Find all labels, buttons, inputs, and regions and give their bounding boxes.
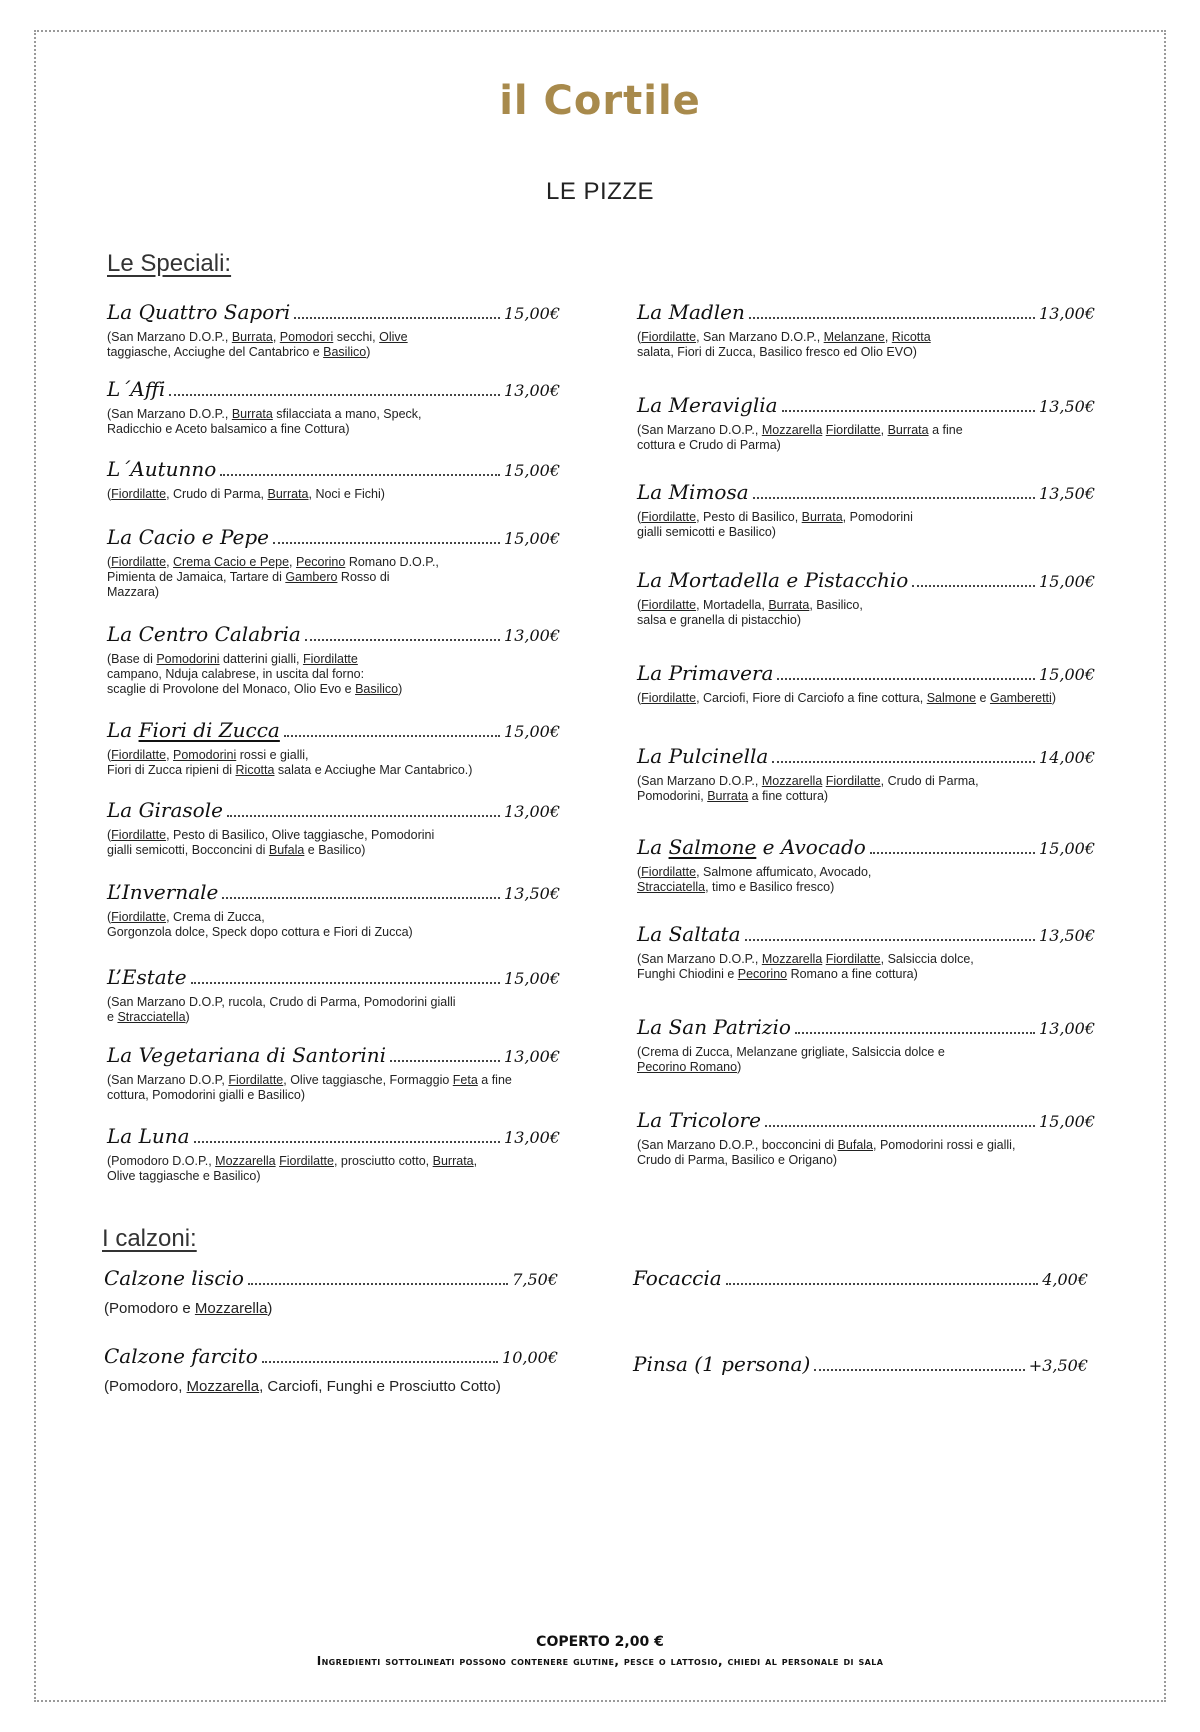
dot-leader [749,317,1035,319]
allergen-ingredient: Burrata [432,1154,474,1168]
dot-leader [753,497,1035,499]
allergen-ingredient: Basilico [323,345,367,359]
allergen-ingredient: Burrata [801,510,843,524]
allergen-ingredient: Crema Cacio e Pepe [173,555,290,569]
pizza-item [107,622,560,697]
item-price: 15,00€ [1039,1112,1095,1131]
item-name: La Saltata [637,922,741,946]
calzone-item [104,1266,558,1318]
allergen-ingredient: Mozzarella [761,774,823,788]
allergen-ingredient: Fiordilatte [825,774,881,788]
allergen-ingredient: Basilico [355,682,399,696]
allergen-ingredient: Olive [379,330,408,344]
calzone-item [104,1344,558,1396]
allergen-ingredient: Pomodorini [173,748,237,762]
item-price: 13,50€ [504,884,560,903]
item-price: 13,00€ [504,626,560,645]
pizza-item [637,744,1095,804]
pizza-item [637,480,1095,540]
pizza-item [637,568,1095,628]
allergen-ingredient: Mozzarella [761,423,823,437]
allergen-ingredient: Fiordilatte [641,691,697,705]
dot-leader [305,639,500,641]
allergen-ingredient: Fiordilatte [641,865,697,879]
item-description: (Pomodoro e Mozzarella) [104,1300,273,1317]
allergen-ingredient: Feta [452,1073,478,1087]
pizza-item [107,718,560,778]
allergen-ingredient: Salmone [926,691,977,705]
item-description: (Fiordilatte, Pesto di Basilico, Olive taggiasche, Pomodorini gialli semicotti, Bocconcini di Bufala e Basilico) [107,828,435,857]
allergen-ingredient: Bufala [837,1138,874,1152]
item-description: (San Marzano D.O.P., Mozzarella Fiordilatte, Burrata a fine cottura e Crudo di Parma) [637,423,963,452]
pizza-item [107,377,560,437]
pizza-item [107,965,560,1025]
item-description: (San Marzano D.O.P, Fiordilatte, Olive taggiasche, Formaggio Feta a fine cottura, Pomodorini gialli e Basilico) [107,1073,512,1102]
item-name: La Primavera [637,661,774,685]
item-description: (Fiordilatte, Crema di Zucca, Gorgonzola dolce, Speck dopo cottura e Fiori di Zucca) [107,910,413,939]
item-price: 13,00€ [1039,1019,1095,1038]
dot-leader [814,1369,1025,1371]
item-description: (Fiordilatte, Crudo di Parma, Burrata, Noci e Fichi) [107,487,385,501]
item-name: L´Autunno [107,457,217,481]
dot-leader [777,678,1035,680]
item-name: La Salmone e Avocado [637,835,866,859]
item-price: 13,00€ [504,802,560,821]
allergen-ingredient: Mozzarella [186,1378,260,1395]
allergen-ingredient: Fiordilatte [111,910,167,924]
allergen-ingredient: Fiordilatte [111,828,167,842]
item-name: La San Patrizio [637,1015,791,1039]
item-name: Focaccia [633,1266,722,1290]
item-name: La Vegetariana di Santorini [107,1043,387,1067]
allergen-ingredient: Ricotta [891,330,931,344]
item-price: 7,50€ [512,1270,558,1289]
dot-leader [222,897,500,899]
allergen-ingredient: Mozzarella [215,1154,276,1168]
item-price: 13,00€ [504,1047,560,1066]
allergen-ingredient: Fiordilatte [825,423,881,437]
item-description: (Fiordilatte, San Marzano D.O.P., Melanzane, Ricotta salata, Fiori di Zucca, Basilico fresco ed Olio EVO) [637,330,931,359]
item-name: La Fiori di Zucca [107,718,280,742]
item-name: La Madlen [637,300,745,324]
allergen-ingredient: Burrata [267,487,309,501]
dot-leader [227,815,500,817]
item-description: (Pomodoro, Mozzarella, Carciofi, Funghi e Prosciutto Cotto) [104,1378,501,1395]
item-price: +3,50€ [1028,1356,1088,1375]
item-name: La Centro Calabria [107,622,301,646]
allergen-ingredient: Fiordilatte [825,952,881,966]
item-description: (San Marzano D.O.P., Burrata, Pomodori secchi, Olive taggiasche, Acciughe del Cantabrico e Basilico) [107,330,408,359]
item-price: 14,00€ [1039,748,1095,767]
allergen-ingredient: Fiordilatte [302,652,358,666]
allergen-ingredient: Fiordilatte [279,1154,334,1168]
dot-leader [772,761,1035,763]
item-name: La Meraviglia [637,393,778,417]
item-name: La Quattro Sapori [107,300,291,324]
item-price: 4,00€ [1042,1270,1088,1289]
item-price: 15,00€ [504,529,560,548]
item-name: La Girasole [107,798,223,822]
pizza-item [107,525,560,600]
item-name: La Cacio e Pepe [107,525,270,549]
pizza-item [637,1015,1095,1075]
item-price: 13,50€ [1039,397,1095,416]
allergen-ingredient: Pomodori [279,330,334,344]
dot-leader [745,939,1036,941]
item-description: (Crema di Zucca, Melanzane grigliate, Salsiccia dolce e Pecorino Romano) [637,1045,945,1074]
restaurant-logo: il Cortile [499,78,701,124]
item-description: (Fiordilatte, Pomodorini rossi e gialli, Fiori di Zucca ripieni di Ricotta salata e Acciughe Mar Cantabrico.) [107,748,473,777]
calzoni-heading: I calzoni: [102,1225,197,1252]
pizza-item [637,1108,1095,1168]
allergen-ingredient: Burrata [231,330,273,344]
allergen-ingredient: Fiordilatte [228,1073,284,1087]
dot-leader [390,1060,500,1062]
allergen-note: Ingredienti sottolineati possono contenere glutine, pesce o lattosio, chiedi al personale di sala [316,1654,884,1668]
item-name: La Mortadella e Pistacchio [637,568,909,592]
item-price: 10,00€ [502,1348,558,1367]
item-name: La Luna [107,1124,190,1148]
item-name: Calzone farcito [104,1344,258,1368]
allergen-ingredient: Mozzarella [194,1300,268,1317]
item-description: (Fiordilatte, Salmone affumicato, Avocado, Stracciatella, timo e Basilico fresco) [637,865,872,894]
allergen-ingredient: Bufala [268,843,305,857]
dot-leader [273,542,500,544]
item-price: 15,00€ [1039,572,1095,591]
item-name: La Tricolore [637,1108,761,1132]
item-name: La Mimosa [637,480,749,504]
item-name: L´Affi [107,377,166,401]
item-name: Pinsa (1 persona) [633,1352,811,1376]
allergen-ingredient: Fiordilatte [111,555,167,569]
item-price: 15,00€ [504,969,560,988]
item-description: (San Marzano D.O.P., Mozzarella Fiordilatte, Crudo di Parma, Pomodorini, Burrata a fine cottura) [637,774,979,803]
item-price: 13,00€ [1039,304,1095,323]
item-price: 15,00€ [504,722,560,741]
dot-leader [912,585,1035,587]
item-description: (San Marzano D.O.P, rucola, Crudo di Parma, Pomodorini gialli e Stracciatella) [107,995,456,1024]
item-name: La Pulcinella [637,744,769,768]
allergen-ingredient: Mozzarella [761,952,823,966]
item-price: 13,00€ [504,1128,560,1147]
allergen-ingredient: Pecorino Romano [637,1060,738,1074]
item-description: (Base di Pomodorini datterini gialli, Fiordilatte campano, Nduja calabrese, in uscita dal forno: scaglie di Provolone del Monaco, Olio Evo e Basilico) [107,652,403,696]
allergen-ingredient: Gambero [285,570,338,584]
pizza-item [107,457,560,502]
pizza-item [107,1124,560,1184]
allergen-ingredient: Gamberetti [989,691,1052,705]
allergen-ingredient: Burrata [231,407,273,421]
item-price: 13,50€ [1039,926,1095,945]
allergen-ingredient: Melanzane [823,330,885,344]
allergen-ingredient: Ricotta [235,763,275,777]
pizza-item [637,393,1095,453]
item-price: 15,00€ [1039,665,1095,684]
allergen-ingredient: Burrata [887,423,929,437]
pizza-item [637,661,1095,706]
item-price: 15,00€ [504,304,560,323]
item-description: (Pomodoro D.O.P., Mozzarella Fiordilatte, prosciutto cotto, Burrata, Olive taggiasche e Basilico) [107,1154,478,1183]
dot-leader [726,1283,1039,1285]
item-description: (San Marzano D.O.P., bocconcini di Bufala, Pomodorini rossi e gialli, Crudo di Parma, Basilico e Origano) [637,1138,1016,1167]
dot-leader [169,394,500,396]
pizza-item [107,300,560,360]
dot-leader [795,1032,1035,1034]
section-title: LE PIZZE [545,178,655,205]
item-description: (San Marzano D.O.P., Burrata sfilacciata a mano, Speck, Radicchio e Aceto balsamico a fine Cottura) [107,407,422,436]
allergen-ingredient: Stracciatella [637,880,706,894]
allergen-ingredient: Fiordilatte [641,598,697,612]
dot-leader [294,317,500,319]
extra-item [633,1266,1088,1290]
allergen-ingredient: Fiordilatte [641,330,697,344]
allergen-ingredient: Burrata [707,789,749,803]
item-description: (Fiordilatte, Carciofi, Fiore di Carciofo a fine cottura, Salmone e Gamberetti) [637,691,1056,705]
dot-leader [262,1361,498,1363]
item-price: 13,50€ [1039,484,1095,503]
item-price: 15,00€ [1039,839,1095,858]
allergen-ingredient: Stracciatella [117,1010,186,1024]
item-description: (Fiordilatte, Mortadella, Burrata, Basilico, salsa e granella di pistacchio) [637,598,863,627]
item-description: (San Marzano D.O.P., Mozzarella Fiordilatte, Salsiccia dolce, Funghi Chiodini e Pecorino Romano a fine cottura) [637,952,974,981]
pizza-item [637,835,1095,895]
dot-leader [782,410,1035,412]
item-name: Calzone liscio [104,1266,244,1290]
item-name: L’Estate [107,965,187,989]
item-description: (Fiordilatte, Pesto di Basilico, Burrata, Pomodorini gialli semicotti e Basilico) [637,510,913,539]
dot-leader [220,474,500,476]
pizza-item [107,1043,560,1103]
allergen-ingredient: Fiordilatte [641,510,697,524]
extra-item [633,1352,1088,1376]
dot-leader [191,982,500,984]
item-price: 13,00€ [504,381,560,400]
cover-charge: COPERTO 2,00 € [536,1634,664,1650]
dot-leader [248,1283,508,1285]
allergen-ingredient: Fiordilatte [111,748,167,762]
pizza-item [637,922,1095,982]
item-name: L’Invernale [107,880,219,904]
dot-leader [765,1125,1035,1127]
item-price: 15,00€ [504,461,560,480]
dot-leader [194,1141,500,1143]
pizza-item [637,300,1095,360]
specials-heading: Le Speciali: [107,250,232,277]
allergen-ingredient: Burrata [768,598,810,612]
dot-leader [284,735,500,737]
pizza-item [107,798,560,858]
dot-leader [870,852,1035,854]
allergen-ingredient: Pecorino [737,967,788,981]
allergen-ingredient: Pecorino [296,555,346,569]
pizza-item [107,880,560,940]
allergen-ingredient: Pomodorini [156,652,220,666]
item-description: (Fiordilatte, Crema Cacio e Pepe, Pecorino Romano D.O.P., Pimienta de Jamaica, Tartare di Gambero Rosso di Mazzara) [107,555,439,599]
allergen-ingredient: Fiordilatte [111,487,167,501]
